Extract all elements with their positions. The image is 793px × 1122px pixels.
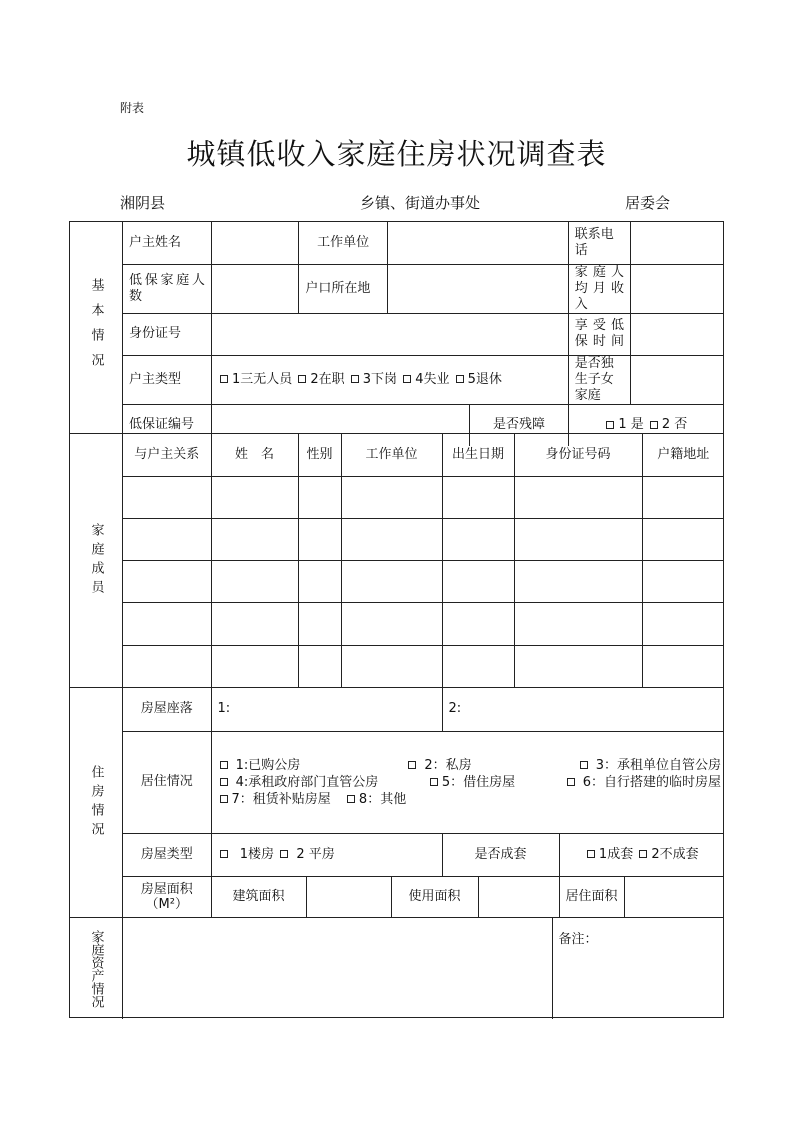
location-label: 房屋座落 (123, 688, 211, 731)
option-label: 1 是 (618, 417, 644, 433)
use-area-field[interactable] (478, 876, 559, 918)
option-label: 3下岗 (362, 371, 398, 387)
disabled-label: 是否残障 (470, 404, 568, 446)
option-label: 4失业 (415, 371, 450, 387)
checkbox-icon[interactable] (650, 421, 658, 429)
hukou-field[interactable] (387, 264, 568, 313)
checkbox-icon[interactable] (220, 795, 228, 803)
survey-form (69, 221, 724, 1018)
option-label: 5：借住房屋 (441, 774, 516, 790)
live-area-field[interactable] (624, 876, 724, 918)
build-area-label: 建筑面积 (211, 876, 306, 918)
location-2-field[interactable]: 2: (442, 688, 724, 731)
assets-section-label: 家庭资产情况 (88, 929, 104, 1008)
checkbox-icon[interactable] (280, 850, 288, 858)
table-row (123, 645, 724, 688)
only-child-label: 是否独生子女家庭 (568, 355, 630, 404)
owner-type-label: 户主类型 (123, 355, 211, 404)
area-label-text: 房屋面积 (140, 882, 193, 898)
attachment-label: 附表 (120, 101, 145, 115)
checkbox-icon[interactable] (580, 761, 588, 769)
family-col-id: 身份证号码 (514, 434, 642, 476)
option-label: 1楼房 (239, 846, 275, 862)
living-label: 居住情况 (123, 731, 211, 833)
house-type-label: 房屋类型 (123, 833, 211, 876)
option-label: 2不成套 (651, 846, 699, 862)
use-area-label: 使用面积 (391, 876, 478, 918)
house-type-options (211, 833, 442, 876)
phone-label: 联系电话 (568, 222, 630, 264)
complete-options (559, 833, 724, 876)
assets-field[interactable] (123, 918, 552, 1019)
checkbox-icon[interactable] (403, 375, 411, 383)
checkbox-icon[interactable] (351, 375, 359, 383)
checkbox-icon[interactable] (298, 375, 306, 383)
location-1-field[interactable]: 1: (211, 688, 442, 731)
option-label: 1成套 (598, 846, 634, 862)
basic-section-label: 基本情况 (88, 277, 104, 378)
living-options (211, 731, 724, 833)
table-row (123, 560, 724, 602)
committee-label: 居委会 (625, 194, 671, 212)
option-label: 8：其他 (358, 791, 407, 807)
document-title: 城镇低收入家庭住房状况调查表 (186, 137, 607, 171)
option-label: 2 否 (661, 417, 688, 433)
work-unit-field[interactable] (387, 222, 568, 264)
family-table (123, 434, 724, 688)
checkbox-icon[interactable] (639, 850, 647, 858)
assets-section (70, 918, 723, 1019)
dibao-count-label: 低保家庭人数 (123, 264, 211, 313)
checkbox-icon[interactable] (430, 778, 438, 786)
option-label: 2在职 (310, 371, 345, 387)
family-col-address: 户籍地址 (642, 434, 724, 476)
checkbox-icon[interactable] (220, 761, 228, 769)
income-label: 家庭人均月收入 (568, 264, 630, 313)
work-unit-label: 工作单位 (299, 222, 387, 264)
option-label: 2 平房 (296, 846, 335, 862)
option-label: 3：承租单位自管公房 (595, 757, 722, 773)
only-child-field[interactable] (630, 355, 723, 404)
id-no-field[interactable] (211, 313, 568, 355)
table-row (123, 518, 724, 560)
table-row (123, 476, 724, 518)
county-label: 湘阴县 (120, 194, 166, 212)
family-section-label: 家庭成员 (88, 522, 104, 599)
housing-section (70, 688, 723, 918)
family-col-relation: 与户主关系 (123, 434, 211, 476)
phone-field[interactable] (630, 222, 723, 264)
option-label: 1:已购公房 (235, 757, 301, 773)
build-area-field[interactable] (306, 876, 391, 918)
checkbox-icon[interactable] (220, 375, 228, 383)
checkbox-icon[interactable] (408, 761, 416, 769)
checkbox-icon[interactable] (456, 375, 464, 383)
live-area-label: 居住面积 (559, 876, 624, 918)
owner-type-options (211, 355, 568, 404)
owner-name-field[interactable] (211, 222, 298, 264)
option-label: 4:承租政府部门直管公房 (235, 774, 379, 790)
income-field[interactable] (630, 264, 723, 313)
option-label: 5退休 (467, 371, 502, 387)
area-label (123, 876, 211, 918)
complete-label: 是否成套 (442, 833, 559, 876)
housing-table (123, 688, 724, 918)
option-label: 1三无人员 (231, 371, 293, 387)
checkbox-icon[interactable] (220, 778, 228, 786)
checkbox-icon[interactable] (347, 795, 355, 803)
option-label: 7：租赁补贴房屋 (231, 791, 331, 807)
owner-name-label: 户主姓名 (123, 222, 211, 264)
family-col-birth: 出生日期 (442, 434, 514, 476)
option-label: 6：自行搭建的临时房屋 (582, 774, 722, 790)
checkbox-icon[interactable] (220, 850, 228, 858)
town-label: 乡镇、街道办事处 (360, 194, 481, 212)
dibao-no-label: 低保证编号 (123, 404, 211, 446)
area-unit: （M²） (145, 897, 188, 913)
assets-table (123, 918, 723, 1019)
basic-table (123, 222, 723, 446)
checkbox-icon[interactable] (587, 850, 595, 858)
housing-section-label: 住房情况 (88, 764, 104, 841)
family-section (70, 434, 723, 688)
option-label: 2：私房 (424, 757, 472, 773)
id-no-label: 身份证号 (123, 313, 211, 355)
enjoy-time-field[interactable] (630, 313, 723, 355)
enjoy-time-label: 享受低保时间 (568, 313, 630, 355)
checkbox-icon[interactable] (567, 778, 575, 786)
family-col-gender: 性别 (298, 434, 341, 476)
hukou-label: 户口所在地 (299, 264, 387, 313)
basic-section (70, 222, 723, 434)
checkbox-icon[interactable] (606, 421, 614, 429)
family-col-work: 工作单位 (341, 434, 442, 476)
remark-label[interactable]: 备注： (552, 918, 723, 1019)
table-row (123, 602, 724, 645)
family-col-name: 姓 名 (211, 434, 298, 476)
dibao-count-field[interactable] (211, 264, 298, 313)
